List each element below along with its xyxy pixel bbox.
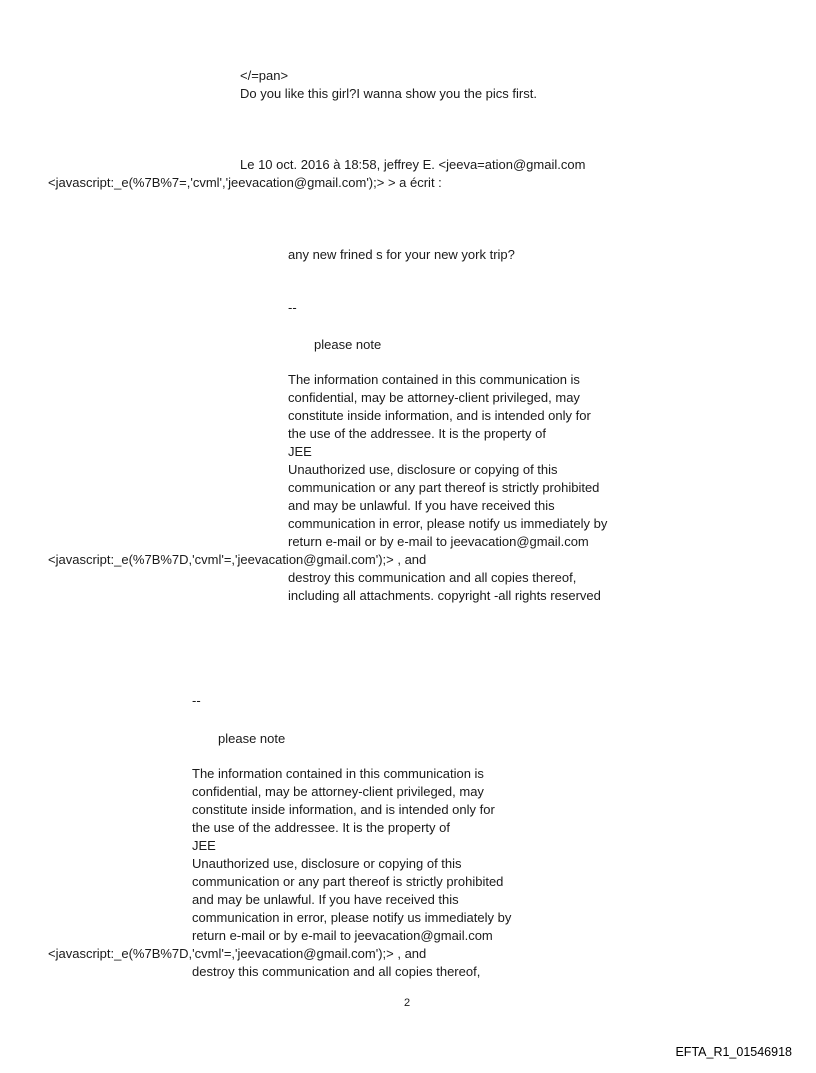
page-number: 2 xyxy=(404,997,411,1009)
quote-attribution-link: <javascript:_e(%7B%7=,'cvml','jeevacation@gmail.com');> > a écrit : xyxy=(48,175,442,190)
outer-disclaimer-line: the use of the addressee. It is the property of xyxy=(192,820,450,835)
inner-disclaimer-line: constitute inside information, and is intended only for xyxy=(288,408,591,423)
outer-disclaimer-line: communication in error, please notify us immediately by xyxy=(192,910,512,925)
quote-attribution: Le 10 oct. 2016 à 18:58, jeffrey E. <jeeva=ation@gmail.com xyxy=(240,157,586,172)
inner-js-link-line: <javascript:_e(%7B%7D,'cvml'=,'jeevacation@gmail.com');> , and xyxy=(48,552,427,567)
inner-message-body: any new frined s for your new york trip? xyxy=(288,247,515,262)
message-question: Do you like this girl?I wanna show you the pics first. xyxy=(240,86,537,101)
outer-disclaimer-line: The information contained in this communication is xyxy=(192,766,484,781)
inner-disclaimer-line: and may be unlawful. If you have received this xyxy=(288,498,555,513)
inner-closing-line: including all attachments. copyright -all rights reserved xyxy=(288,588,601,603)
outer-disclaimer-line: JEE xyxy=(192,838,216,853)
inner-disclaimer-line: return e-mail or by e-mail to jeevacation@gmail.com xyxy=(288,534,589,549)
outer-notice-title: please note xyxy=(218,731,286,746)
inner-disclaimer-line: Unauthorized use, disclosure or copying of this xyxy=(288,462,558,477)
outer-disclaimer-line: return e-mail or by e-mail to jeevacation@gmail.com xyxy=(192,928,493,943)
outer-disclaimer-line: confidential, may be attorney-client privileged, may xyxy=(192,784,484,799)
inner-disclaimer-line: confidential, may be attorney-client privileged, may xyxy=(288,390,580,405)
inner-disclaimer-line: The information contained in this communication is xyxy=(288,372,580,387)
outer-js-link-line: <javascript:_e(%7B%7D,'cvml'=,'jeevacation@gmail.com');> , and xyxy=(48,946,427,961)
outer-signature-separator: -- xyxy=(192,693,201,708)
inner-disclaimer-line: communication or any part thereof is strictly prohibited xyxy=(288,480,600,495)
inner-signature-separator: -- xyxy=(288,300,297,315)
raw-tag-line: </=pan> xyxy=(240,68,289,83)
outer-disclaimer-line: Unauthorized use, disclosure or copying of this xyxy=(192,856,462,871)
inner-disclaimer-line: communication in error, please notify us immediately by xyxy=(288,516,608,531)
inner-notice-title: please note xyxy=(314,337,382,352)
inner-closing-line: destroy this communication and all copies thereof, xyxy=(288,570,577,585)
outer-disclaimer-line: and may be unlawful. If you have received this xyxy=(192,892,459,907)
outer-closing-line: destroy this communication and all copies thereof, xyxy=(192,964,481,979)
outer-disclaimer-line: communication or any part thereof is strictly prohibited xyxy=(192,874,504,889)
inner-disclaimer-line: JEE xyxy=(288,444,312,459)
outer-disclaimer-line: constitute inside information, and is intended only for xyxy=(192,802,495,817)
document-id: EFTA_R1_01546918 xyxy=(675,1045,792,1059)
inner-disclaimer-line: the use of the addressee. It is the property of xyxy=(288,426,546,441)
